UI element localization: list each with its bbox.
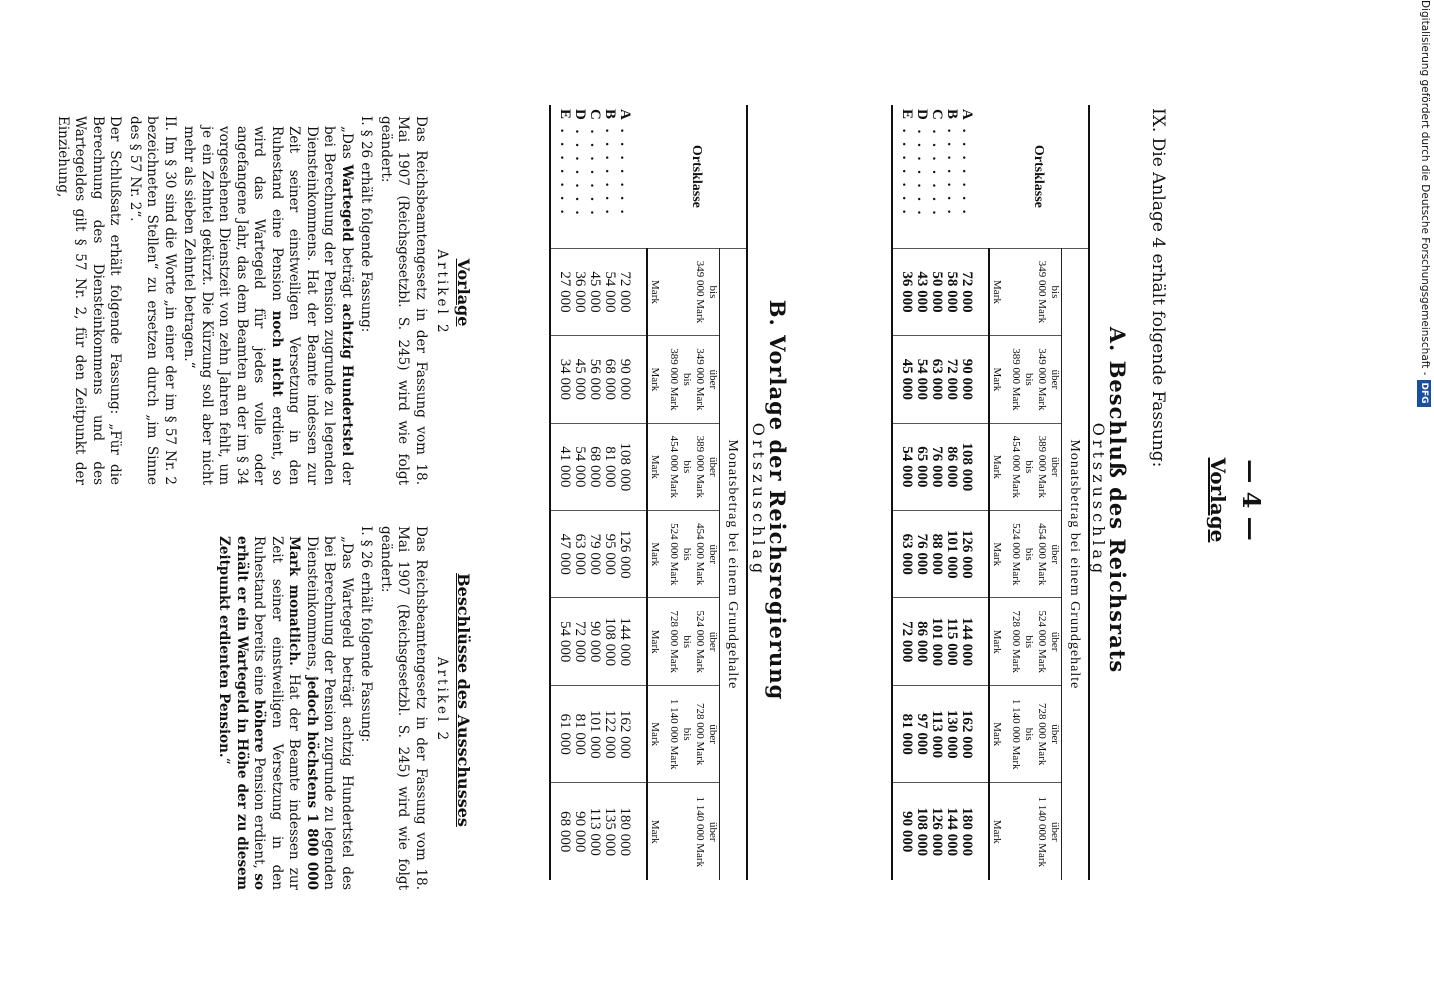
text-run: “ <box>216 757 233 765</box>
ortsklasse-cell: D . . . . . . . <box>572 109 588 218</box>
amount-cell: 90 000 <box>617 336 647 423</box>
amount-cell: 113 000 <box>929 685 944 783</box>
ortsklasse-cell: A . . . . . . . <box>617 109 634 217</box>
text-run: der bei Berechnung der Pension zugrunde zu legenden Diensteinkommens. Hat der Beamte indessen zur Zeit seiner einstweiligen Versetzung in den Ruhestand eine Pension <box>269 126 355 485</box>
paragraph-quoted <box>180 100 355 485</box>
column-range-line: über <box>707 369 719 390</box>
column-range-line: bis <box>1023 635 1035 649</box>
amount-cell: 41 000 <box>550 423 572 510</box>
table-column-header <box>647 248 720 335</box>
table-group-header: Monatsbetrag bei einem Grundgehalte <box>1062 248 1090 880</box>
amount-cell: 68 000 <box>550 783 572 880</box>
dfg-logo: DFG <box>1417 380 1431 407</box>
column-unit-label: Mark <box>649 542 661 567</box>
text-run: „Das Wartegeld beträgt achtzig Hundertstel des bei Berechnung der Pension zugrunde zu legenden Diensteinkommens, <box>304 536 355 890</box>
bold-run: achtzig Hundertstel <box>339 303 355 457</box>
column-range-line: über <box>1049 821 1061 842</box>
text-run: Pension erdient, <box>251 752 268 874</box>
amount-cell: 86 000 <box>944 423 959 510</box>
table-column-header <box>989 685 1062 783</box>
amount-cell: 72 000 <box>892 598 914 685</box>
amount-cell: 108 000 <box>602 598 617 685</box>
column-unit-label: Mark <box>991 454 1003 479</box>
table-column-header <box>989 783 1062 880</box>
amount-cell: 68 000 <box>602 336 617 423</box>
table-column-header <box>989 598 1062 685</box>
table-row <box>617 105 647 880</box>
amount-cell: 108 000 <box>959 423 989 510</box>
column-range-line: 349 000 Mark <box>694 260 706 324</box>
amount-cell: 45 000 <box>572 336 587 423</box>
amount-cell: 58 000 <box>944 248 959 335</box>
paragraph: Der Schlußsatz erhält folgende Fassung: „Für die Berechnung des Diensteinkommens und des Wartegeldes gilt § 57 Nr. 2, für den Zeitpunkt der Einziehung, <box>55 116 124 485</box>
table-stub-header: Ortsklasse <box>1031 144 1046 208</box>
amount-cell: 81 000 <box>602 423 617 510</box>
amount-cell: 45 000 <box>892 336 914 423</box>
amount-cell: 43 000 <box>914 248 929 335</box>
amount-cell: 144 000 <box>617 598 647 685</box>
column-range-line <box>680 253 693 331</box>
amount-cell: 162 000 <box>959 685 989 783</box>
table-column-header <box>647 423 720 510</box>
amount-cell: 54 000 <box>914 336 929 423</box>
amount-cell: 27 000 <box>550 248 572 335</box>
column-range-line <box>1022 253 1035 331</box>
amount-cell: 90 000 <box>587 598 602 685</box>
column-range-line <box>1009 787 1022 876</box>
amount-cell: 97 000 <box>914 685 929 783</box>
amount-cell: 126 000 <box>617 511 647 598</box>
column-range-line: bis <box>681 635 693 649</box>
column-range-line: über <box>707 821 719 842</box>
column-range-line: 728 000 Mark <box>1036 703 1048 766</box>
amount-cell: 68 000 <box>587 423 602 510</box>
ortsklasse-cell: B . . . . . . . <box>944 109 960 217</box>
column-unit-label: Mark <box>649 629 661 654</box>
bold-run: Wartegeld <box>339 164 355 242</box>
amount-cell: 54 000 <box>892 423 914 510</box>
amount-cell: 101 000 <box>929 598 944 685</box>
column-range-line: bis <box>1023 460 1035 474</box>
ortsklasse-cell: A . . . . . . . <box>959 109 976 217</box>
page-number: — 4 — <box>1237 459 1266 541</box>
amount-cell: 180 000 <box>617 783 647 880</box>
amount-cell: 81 000 <box>892 685 914 783</box>
amount-cell: 144 000 <box>959 598 989 685</box>
table-column-header <box>989 423 1062 510</box>
table-row <box>944 105 959 880</box>
column-unit-label: Mark <box>649 367 661 392</box>
column-range-line <box>667 253 680 331</box>
amount-cell: 50 000 <box>929 248 944 335</box>
paragraph: Das Reichsbeamtengesetz in der Fassung vom 18. Mai 1907 (Reichsgesetzbl. S. 245) wird wie folgt geändert: <box>378 526 429 890</box>
paragraph: Das Reichsbeamtengesetz in der Fassung vom 18. Mai 1907 (Reichsgesetzbl. S. 245) wird wie folgt geändert: <box>378 116 429 485</box>
column-unit-label: Mark <box>991 367 1003 392</box>
table-column-header <box>647 511 720 598</box>
ortsklasse-cell: C . . . . . . . <box>587 109 603 218</box>
column-range-line: 389 000 Mark <box>1036 435 1048 498</box>
column-range-line: 349 000 Mark <box>1036 260 1048 324</box>
credit-text-line <box>1414 0 1434 1000</box>
section-b-title: B. Vorlage der Reichsregierung <box>765 299 790 701</box>
column-range-line: bis <box>1023 372 1035 386</box>
amount-cell: 72 000 <box>959 248 989 335</box>
amount-cell: 36 000 <box>572 248 587 335</box>
amount-cell: 162 000 <box>617 685 647 783</box>
paragraph-quoted <box>215 510 355 890</box>
amount-cell: 76 000 <box>929 423 944 510</box>
column-range-line: 728 000 Mark <box>668 610 680 673</box>
amount-cell: 122 000 <box>602 685 617 783</box>
column-unit-label: Mark <box>991 280 1003 304</box>
bold-run: so erhält er ein Wartegeld in Höhe der zu diesem Zeitpunkt erdienten Pension. <box>216 536 268 890</box>
column-range-line: 349 000 Mark <box>1036 348 1048 411</box>
column-range-line: 1 140 000 Mark <box>694 796 706 868</box>
bold-run: höhere <box>251 699 268 753</box>
column-unit-label: Mark <box>991 629 1003 654</box>
amount-cell: 90 000 <box>959 336 989 423</box>
table-column-header <box>647 598 720 685</box>
digitization-credit <box>1414 0 1434 1000</box>
text-run: „Das <box>339 126 355 165</box>
ortsklasse-cell: C . . . . . . . <box>929 109 945 218</box>
section-a-subtitle: Ortszuschlag <box>1089 422 1108 578</box>
column-range-line: bis <box>707 285 719 299</box>
amount-cell: 47 000 <box>550 511 572 598</box>
right-column-article: Artikel 2 <box>434 656 451 744</box>
amount-cell: 115 000 <box>944 598 959 685</box>
ortsklasse-cell: B . . . . . . . <box>602 109 618 217</box>
column-range-line: über <box>1049 457 1061 477</box>
column-range-line: 1 140 000 Mark <box>1036 796 1048 868</box>
column-range-line <box>667 787 680 876</box>
column-range-line: 454 000 Mark <box>1010 435 1022 498</box>
column-range-line: über <box>707 544 719 565</box>
table-column-header <box>647 783 720 880</box>
table-column-header <box>989 336 1062 423</box>
column-range-line: über <box>1049 724 1061 744</box>
amount-cell: 180 000 <box>959 783 989 880</box>
amount-cell: 126 000 <box>959 511 989 598</box>
page-heading: Vorlage <box>1206 457 1230 543</box>
amount-cell: 54 000 <box>602 248 617 335</box>
column-range-line: 454 000 Mark <box>668 435 680 498</box>
amount-cell: 56 000 <box>587 336 602 423</box>
column-range-line <box>1022 787 1035 876</box>
table-row <box>929 105 944 880</box>
amount-cell: 65 000 <box>914 423 929 510</box>
column-unit-label: Mark <box>991 722 1003 747</box>
table-column-header <box>989 248 1062 335</box>
paragraph: I. § 26 erhält folgende Fassung: <box>358 116 375 333</box>
table-column-header <box>989 511 1062 598</box>
section-a-table <box>891 105 1090 880</box>
amount-cell: 36 000 <box>892 248 914 335</box>
column-range-line: über <box>1049 631 1061 652</box>
column-range-line: bis <box>681 460 693 474</box>
column-range-line: bis <box>681 547 693 561</box>
column-unit-label: Mark <box>991 542 1003 567</box>
amount-cell: 126 000 <box>929 783 944 880</box>
table-group-header: Monatsbetrag bei einem Grundgehalte <box>720 248 748 880</box>
amount-cell: 72 000 <box>944 336 959 423</box>
amount-cell: 63 000 <box>929 336 944 423</box>
paragraph: I. § 26 erhält folgende Fassung: <box>358 526 375 743</box>
column-range-line: über <box>707 724 719 744</box>
column-unit-label: Mark <box>649 722 661 747</box>
amount-cell: 95 000 <box>602 511 617 598</box>
right-text-column <box>213 510 472 890</box>
amount-cell: 86 000 <box>914 598 929 685</box>
amount-cell: 63 000 <box>572 511 587 598</box>
amount-cell: 108 000 <box>914 783 929 880</box>
table-row <box>914 105 929 880</box>
table-stub-header: Ortsklasse <box>689 144 704 208</box>
column-range-line: 389 000 Mark <box>1010 348 1022 411</box>
table-row <box>959 105 989 880</box>
table-row <box>892 105 914 880</box>
text-run: Hat der Beamte indessen zur Zeit seiner einstweiligen Versetzung in den Ruhestand bereits eine <box>251 536 303 891</box>
ortsklasse-cell: E . . . . . . . <box>899 109 915 217</box>
amount-cell: 63 000 <box>892 511 914 598</box>
right-column-heading: Beschlüsse des Ausschusses <box>454 573 473 827</box>
amount-cell: 79 000 <box>587 511 602 598</box>
column-range-line: bis <box>681 727 693 741</box>
column-unit-label: Mark <box>649 819 661 844</box>
bold-run: jedoch höchstens 1 800 000 Mark monatlich. <box>286 536 320 891</box>
left-column-heading: Vorlage <box>454 258 473 327</box>
amount-cell: 81 000 <box>572 685 587 783</box>
amount-cell: 130 000 <box>944 685 959 783</box>
column-range-line: 1 140 000 Mark <box>668 698 680 770</box>
text-run: erdient, so wird das Wartegeld für jedes volle oder angefangene Jahr, das dem Beamten an der im § 34 vorgesehenen Dienstzeit von zehn Jahren fehlt, um je ein Zehntel gekürzt. Die Kürzung soll aber nicht mehr als sieben Zehntel betragen.“ <box>181 126 285 485</box>
column-range-line: 728 000 Mark <box>1010 610 1022 673</box>
table-row <box>550 105 572 880</box>
column-range-line: 389 000 Mark <box>694 435 706 498</box>
table-column-header <box>647 336 720 423</box>
column-range-line: bis <box>1049 285 1061 299</box>
ortsklasse-cell: E . . . . . . . <box>557 109 573 217</box>
section-b-subtitle: Ortszuschlag <box>749 422 768 578</box>
column-range-line: 349 000 Mark <box>694 348 706 411</box>
amount-cell: 76 000 <box>914 511 929 598</box>
left-column-article: Artikel 2 <box>434 249 451 336</box>
amount-cell: 34 000 <box>550 336 572 423</box>
amount-cell: 45 000 <box>587 248 602 335</box>
amount-cell: 90 000 <box>572 783 587 880</box>
left-text-column <box>52 100 473 485</box>
column-range-line: 524 000 Mark <box>694 610 706 673</box>
column-range-line <box>680 787 693 876</box>
column-range-line: 1 140 000 Mark <box>1010 698 1022 770</box>
column-unit-label: Mark <box>649 454 661 479</box>
amount-cell: 90 000 <box>892 783 914 880</box>
amount-cell: 54 000 <box>550 598 572 685</box>
column-range-line: 524 000 Mark <box>668 523 680 586</box>
column-range-line <box>1009 253 1022 331</box>
table-row <box>572 105 587 880</box>
table-row <box>602 105 617 880</box>
column-range-line: bis <box>681 372 693 386</box>
column-range-line: über <box>707 457 719 477</box>
column-range-line: 728 000 Mark <box>694 703 706 766</box>
section-b-table <box>549 105 748 880</box>
text-run: beträgt <box>339 241 355 304</box>
amount-cell: 135 000 <box>602 783 617 880</box>
amount-cell: 72 000 <box>572 598 587 685</box>
amount-cell: 72 000 <box>617 248 647 335</box>
ortsklasse-cell: D . . . . . . . <box>914 109 930 218</box>
credit-text: Digitalisierung gefördert durch die Deutsche Forschungsgemeinschaft - <box>1419 0 1431 376</box>
column-range-line: 389 000 Mark <box>668 348 680 411</box>
table-column-header <box>647 685 720 783</box>
column-range-line: 454 000 Mark <box>1036 523 1048 586</box>
table-row <box>587 105 602 880</box>
paragraph: II. Im § 30 sind die Worte „in einer der im § 57 Nr. 2 bezeichneten Stellen“ zu ersetzen durch „im Sinne des § 57 Nr. 2“. <box>127 116 178 485</box>
column-range-line: über <box>1049 544 1061 565</box>
column-unit-label: Mark <box>991 819 1003 844</box>
amount-cell: 101 000 <box>587 685 602 783</box>
amount-cell: 54 000 <box>572 423 587 510</box>
column-range-line: über <box>707 631 719 652</box>
column-range-line: 524 000 Mark <box>1010 523 1022 586</box>
amount-cell: 108 000 <box>617 423 647 510</box>
intro-line: IX. Die Anlage 4 erhält folgende Fassung: <box>1148 108 1168 468</box>
column-range-line: über <box>1049 369 1061 390</box>
column-range-line: bis <box>1023 727 1035 741</box>
amount-cell: 113 000 <box>587 783 602 880</box>
bold-run: noch nicht <box>269 310 285 397</box>
column-unit-label: Mark <box>649 280 661 304</box>
column-range-line: bis <box>1023 547 1035 561</box>
amount-cell: 101 000 <box>944 511 959 598</box>
amount-cell: 61 000 <box>550 685 572 783</box>
amount-cell: 88 000 <box>929 511 944 598</box>
column-range-line: 454 000 Mark <box>694 523 706 586</box>
section-a-title: A. Beschluß des Reichsrats <box>1105 326 1130 674</box>
amount-cell: 144 000 <box>944 783 959 880</box>
column-range-line: 524 000 Mark <box>1036 610 1048 673</box>
